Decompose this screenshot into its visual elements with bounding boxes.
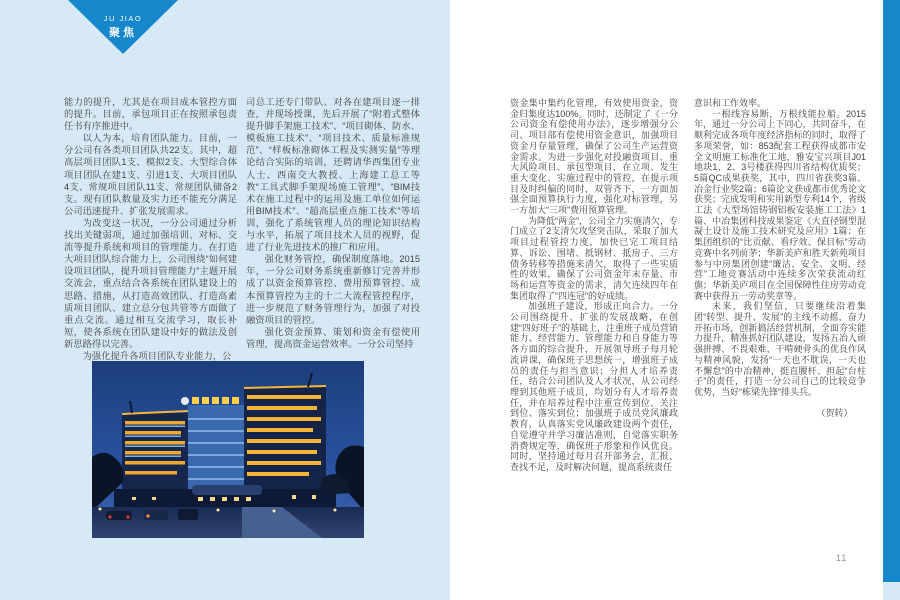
paragraph: 为改变这一状况，一分公司通过分析找出关键弱项，通过加强培训、对标、交流等提升系统和项目的管理能力。在打造大项目团队综合能力上，公司围绕“如何建设项目团队，提升项目管理能力”主题开展交流会，重点结合各系统在团队建设上的思路、措施，从打造高效团队、打造高素质项目团队、建立总分包共管等方面做了重点交流。通过相互交流学习，取长补短，使各系统在团队建设中好的做法及创新思路得以完善。 <box>64 217 237 349</box>
building-photo-illustration <box>92 361 364 538</box>
section-logo-triangle <box>68 0 178 54</box>
paragraph: 未来，我们坚信，只要继续沿着集团“转型、提升、发展”的主线不动摇，奋力开拓市场，创新搞活经营机制，全面夯实能力提升，精准抓好团队建设，发扬五冶人顽强拼搏、不畏艰难、干啃硬骨头的优良作风与精神风貌，发扬“一天也不耽误，一天也不懈怠”的中冶精神，挺直腰杆、担起“台柱子”的责任，打造一分公司自己的比较竞争优势，当好“栋梁先锋”排头兵。 <box>694 301 866 397</box>
section-pinyin: JU JIAO <box>103 14 143 23</box>
paragraph: 加强班子建设，形成正向合力。一分公司围绕提升、扩张的发展战略，在创建“四好班子”的基础上，注重班子成员营销能力、经营能力、管理能力和自身能力等各方面的综合提升，开展领导班子每月轮流讲课，确保班子思想统一，增强班子成员的责任与担当意识；分担人才培养责任，结合公司团队及人才状况，从公司经理到其他班子成员，均划分有人才培养责任，并在培养过程中注重宣传到位、关注到位、落实到位；加强班子成员党风廉政教育，认真落实党风廉政建设两个责任，自觉遵守并学习廉洁准则，自觉落实职务消费规定等，确保班子形象和作风优良。同时，坚持通过每月召开部务会，汇报、查找不足，及时解决问题，提高系统责任 <box>510 301 678 472</box>
paragraph: 一根线容易断，万根线能拉船。2015年，通过一分公司上下同心，共同奋斗，在顺利完成各项年度经济指标的同时，取得了多项荣誉，如：853配套工程获得成都市安全文明施工标准化工地，雅安宝兴项目J01地块1、2、3号楼获得四川省结构优质奖；5篇QC成果获奖，其中，四川省获奖3篇、冶金行业奖2篇；6篇论文获成都市优秀论文获奖；完成发明和实用新型专利14个，省级工法《大型场馆铸钢铝板安装施工工法》1篇、中冶集团科技成果鉴定《大直径钢型混凝土设计及施工技术研究及应用》1篇；在集团组织的“比贡献、看疗效、保目标”劳动竞赛中名列前茅；华新美庐和胜天新苑项目参与中房集团创建“廉洁、安全、文明、经营”工地竞赛活动中连续多次荣获流动红旗；华新美庐项目在全国保障性住房劳动竞赛中获得五一劳动奖章等。 <box>694 108 866 301</box>
right-page-column-2 <box>694 98 866 464</box>
right-page-column-1 <box>510 98 678 498</box>
paragraph: 为降低“两金”，公司全力实施清欠，专门成立了2支清欠攻坚突击队，采取了加大项目过程管控力度，加快已完工项目结算、诉讼、围堵、抵钢材、抵房子、三方债务转移等措施来清欠，取得了一些实质性的效果，确保了公司资金年末存量、市场和运营等资金的需求，清欠连续四年在集团取得了“四连冠”的好成绩。 <box>510 215 678 301</box>
hotel-night-photo <box>92 361 364 538</box>
author-byline: （贺转） <box>816 407 853 418</box>
paragraph: 能力的提升，尤其是在项目成本管控方面的提升。目前，承包项目正在按照承包责任书有序推进中。 <box>64 97 237 132</box>
paragraph: 司总工还专门带队、对各在建项目逐一排查，并现场授课，先后开展了“附着式整体提升脚手架施工技术”、“项目砌体、防水、模板施工技术”、“项目技术、质量标准规范”、“样板标准砌体工程及实测实量”等理论结合实际的培训，还聘请华西集团专业人士、西南交大教授、上海建工总工等教“工具式脚手架现场施工管理”、“BIM技术在施工过程中的运用及施工单位如何运用BIM技术”、“超高层重点施工技术”等培训，强化了系统管理人员的理论知识结构与水平，拓展了项目技术人员的视野，促进了行业先进技术的推广和应用。 <box>246 97 420 253</box>
triangle-banner-icon <box>68 0 178 54</box>
section-title: 聚焦 <box>109 27 137 39</box>
paragraph: 资金集中集约化管理，有效使用资金，资金归集度达100%。同时，还制定了《一分公司资金有偿使用办法》，逐步增强分公司、项目部有偿使用资金意识，加强项目资金月存量管理，确保了公司生产运营资金需求。为进一步强化对投融资项目、重大风险项目、承包型项目，在立项、发生重大变化、实施过程中的管控，在提示项目及时纠偏的同时，双管齐下，一方面加强全面预算执行力度，强化对标管理，另一方加大“三项”费用预算管理。 <box>510 98 678 216</box>
paragraph: 强化财务管控，确保制度落地。2015年，一分公司财务系统重新修订完善并形成了以资金预算管控、费用预算管控、成本预算管控为主的十二大流程管控程序，进一步规范了财务管理行为，加强了对投融资项目的管控。 <box>246 254 420 325</box>
paragraph: 为强化提升各项目团队专业能力，公 <box>82 350 232 361</box>
paragraph: 以人为本，培育团队能力。目前，一分公司有各类项目团队共22支。其中，超高层项目团队1支、模拟2支、大型综合体项目团队在建1支、引进1支、大项目团队4支、常规项目团队11支、常规团队储备2支。现有团队数量及实力还不能充分满足公司迅速提升、扩张发展需求。 <box>64 133 237 216</box>
left-page-column-2 <box>246 96 420 366</box>
paragraph: 意识和工作效率。 <box>694 98 767 108</box>
left-page-column-1 <box>64 96 237 364</box>
paragraph: 强化资金预算、策划和资金有偿使用管理，提高资金运营效率。一分公司坚持 <box>246 326 420 349</box>
page-number: 11 <box>836 553 848 563</box>
right-edge-accent-strip <box>883 0 900 582</box>
